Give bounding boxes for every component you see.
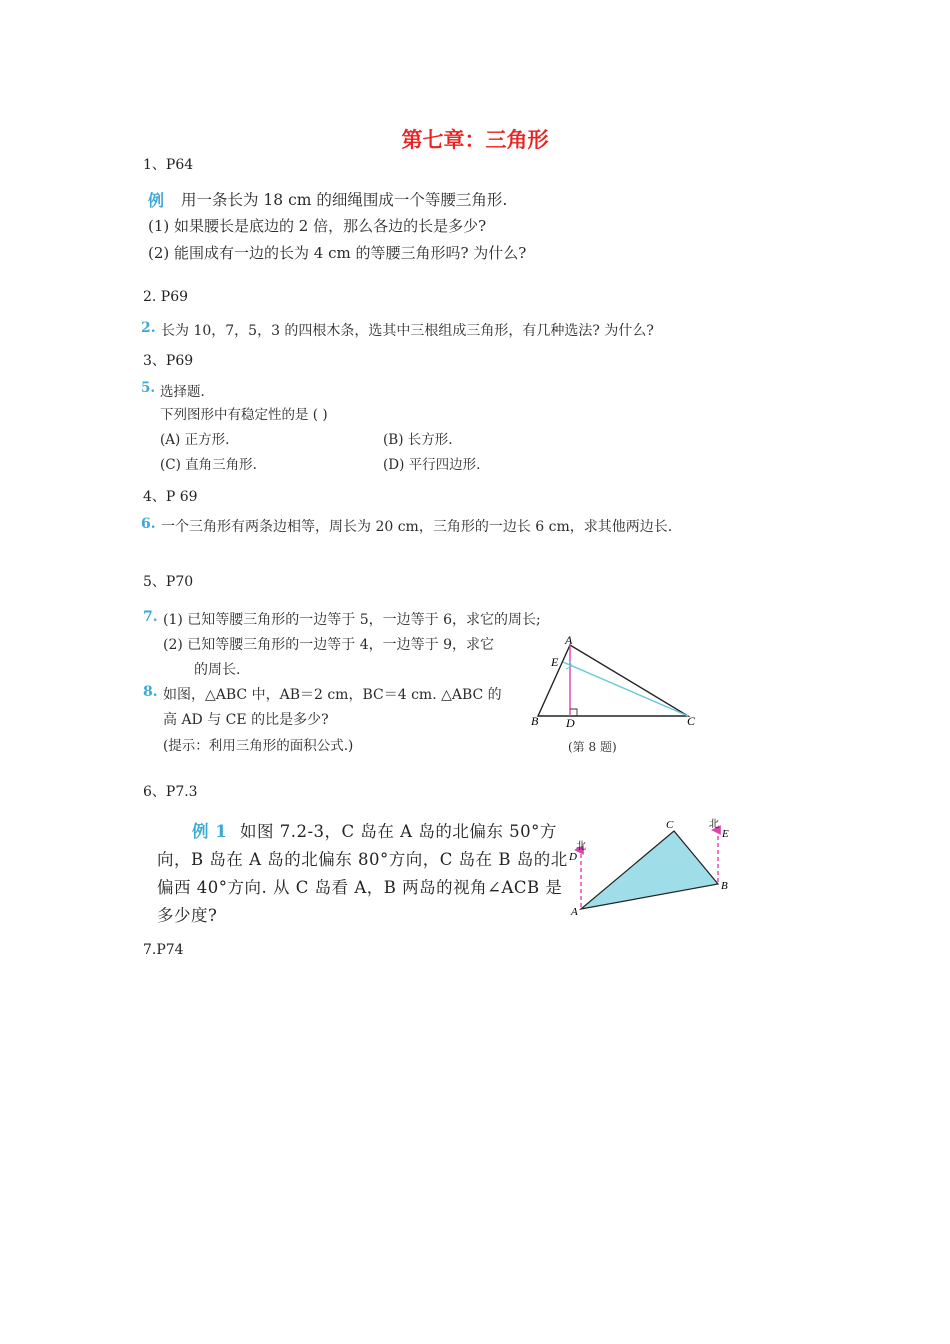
label-b: B bbox=[721, 880, 728, 892]
label-b: B bbox=[531, 714, 539, 728]
section-6-heading: 6、P7.3 bbox=[143, 784, 198, 800]
option-d: (D) 平行四边形. bbox=[383, 457, 481, 473]
q7-part2-cont: 的周长. bbox=[194, 662, 241, 678]
section-4-heading: 4、P 69 bbox=[143, 489, 198, 505]
label-e: E bbox=[722, 828, 729, 840]
s3-stem: 下列图形中有稳定性的是 ( ) bbox=[160, 407, 328, 423]
q8-number: 8. bbox=[143, 684, 158, 700]
section-3-heading: 3、P69 bbox=[143, 353, 194, 369]
section-2-heading: 2. P69 bbox=[143, 289, 189, 305]
triangle-acb bbox=[581, 831, 718, 909]
q8-hint: (提示：利用三角形的面积公式.) bbox=[163, 738, 354, 754]
s1-part2: (2) 能围成有一边的长为 4 cm 的等腰三角形吗? 为什么? bbox=[148, 244, 527, 262]
option-a: (A) 正方形. bbox=[160, 432, 230, 448]
right-angle-d bbox=[570, 709, 577, 716]
s1-stem: 用一条长为 18 cm 的细绳围成一个等腰三角形. bbox=[181, 191, 508, 209]
figure-8-caption: (第 8 题) bbox=[568, 740, 617, 754]
section-5-heading: 5、P70 bbox=[143, 574, 194, 590]
s2-question: 长为 10，7，5，3 的四根木条，选其中三根组成三角形，有几种选法? 为什么? bbox=[161, 323, 654, 339]
option-b: (B) 长方形. bbox=[383, 432, 453, 448]
label-d: D bbox=[566, 716, 575, 730]
label-c: C bbox=[666, 819, 674, 831]
section-1-heading: 1、P64 bbox=[143, 157, 194, 173]
option-c: (C) 直角三角形. bbox=[160, 457, 257, 473]
q8-line1: 如图，△ABC 中，AB＝2 cm，BC＝4 cm. △ABC 的 bbox=[163, 687, 502, 703]
s1-part1: (1) 如果腰长是底边的 2 倍，那么各边的长是多少? bbox=[148, 217, 487, 235]
label-a: A bbox=[565, 633, 573, 647]
label-d: D bbox=[569, 851, 577, 863]
s6-line3: 偏西 40°方向. 从 C 岛看 A，B 两岛的视角∠ACB 是 bbox=[157, 878, 563, 897]
label-north-right: 北 bbox=[709, 819, 719, 830]
s3-number: 5. bbox=[141, 380, 156, 396]
s4-question: 一个三角形有两条边相等，周长为 20 cm，三角形的一边长 6 cm，求其他两边长. bbox=[161, 519, 673, 535]
label-e: E bbox=[551, 655, 559, 669]
page-title: 第七章：三角形 bbox=[401, 128, 549, 152]
label-a: A bbox=[571, 906, 578, 918]
s3-lead: 选择题. bbox=[160, 384, 205, 400]
s2-number: 2. bbox=[141, 320, 156, 336]
label-c: C bbox=[687, 714, 696, 728]
section-7-heading: 7.P74 bbox=[143, 942, 184, 958]
q8-line2: 高 AD 与 CE 的比是多少? bbox=[163, 712, 329, 728]
q7-part1: (1) 已知等腰三角形的一边等于 5，一边等于 6，求它的周长; bbox=[163, 612, 541, 628]
s6-line1: 如图 7.2-3，C 岛在 A 岛的北偏东 50°方 bbox=[240, 822, 557, 841]
triangle-abc bbox=[538, 645, 688, 716]
altitude-ce bbox=[563, 662, 688, 716]
triangle-figure-8 bbox=[528, 632, 708, 732]
example-marker: 例 bbox=[148, 191, 165, 210]
island-bearing-figure bbox=[560, 812, 740, 922]
s6-line2: 向，B 岛在 A 岛的北偏东 80°方向，C 岛在 B 岛的北 bbox=[157, 850, 568, 869]
q7-number: 7. bbox=[143, 609, 158, 625]
label-north-left: 北 bbox=[576, 841, 586, 852]
example-1-marker: 例 1 bbox=[192, 822, 228, 841]
s4-number: 6. bbox=[141, 516, 156, 532]
s6-line4: 多少度? bbox=[157, 906, 218, 925]
q7-part2: (2) 已知等腰三角形的一边等于 4，一边等于 9，求它 bbox=[163, 637, 494, 653]
